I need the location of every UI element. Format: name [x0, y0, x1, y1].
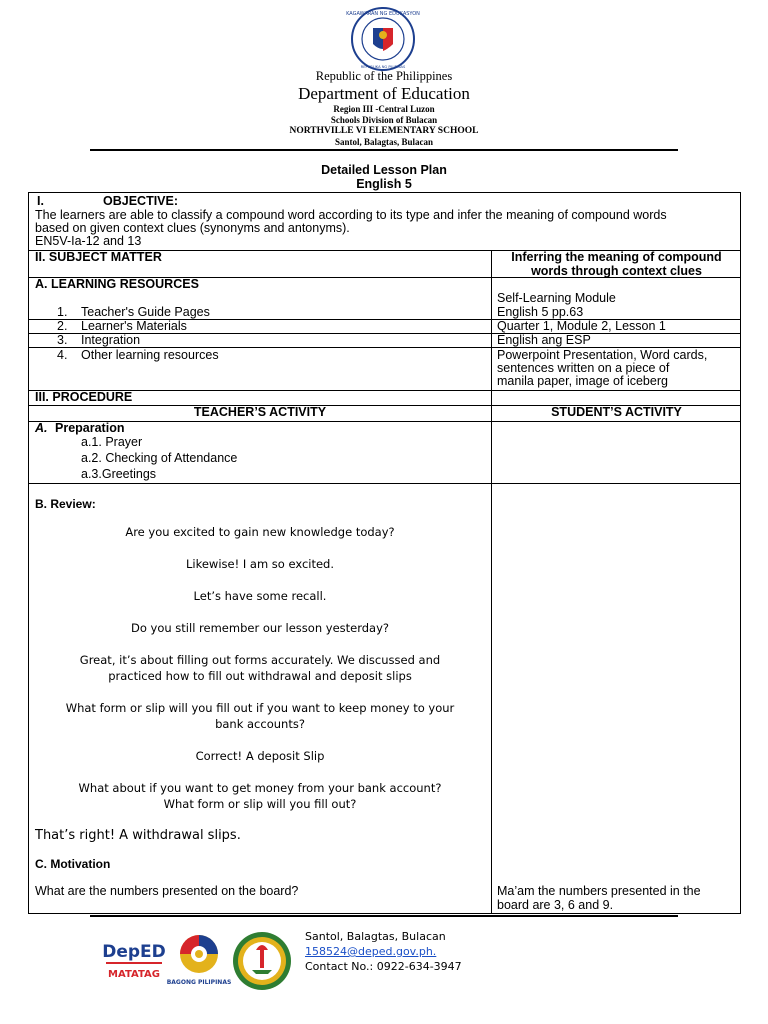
review-line: Likewise! I am so excited.	[185, 557, 335, 571]
resource-value-line: manila paper, image of iceberg	[497, 374, 668, 388]
review-line: Let’s have some recall.	[193, 589, 327, 603]
review-line: Do you still remember our lesson yesterday?	[130, 621, 390, 635]
subject-matter-label: II. SUBJECT MATTER	[35, 250, 162, 264]
school-seal-logo	[230, 930, 294, 992]
seal-bottom-text: REPUBLIKA NG PILIPINAS	[360, 65, 406, 69]
teacher-activity-header: TEACHER’S ACTIVITY	[193, 405, 327, 419]
objective-heading: OBJECTIVE:	[103, 194, 179, 208]
objective-number: I.	[37, 194, 44, 208]
resource-label: Learner's Materials	[81, 319, 187, 333]
preparation-letter: A.	[35, 421, 48, 435]
deped-logo-text: DepED	[102, 942, 166, 962]
learning-resources-label: A. LEARNING RESOURCES	[35, 277, 199, 291]
review-line: Are you excited to gain new knowledge today?	[125, 525, 395, 539]
objective-code: EN5V-Ia-12 and 13	[35, 234, 142, 248]
review-line: Great, it’s about filling out forms accurately. We discussed and	[79, 653, 441, 667]
document-title: Detailed Lesson Plan	[321, 163, 447, 177]
lesson-plan-table	[28, 192, 741, 914]
deped-seal-logo	[340, 6, 426, 72]
review-line: Correct! A deposit Slip	[195, 749, 325, 763]
review-line: practiced how to fill out withdrawal and deposit slips	[108, 669, 412, 683]
motivation-answer-line2: board are 3, 6 and 9.	[497, 898, 614, 912]
procedure-label: III. PROCEDURE	[35, 390, 133, 404]
review-line: What form or slip will you fill out?	[163, 797, 357, 811]
motivation-answer-line1: Ma’am the numbers presented in the	[497, 884, 701, 898]
resource-label: Other learning resources	[81, 348, 219, 362]
subject-matter-value-line1: Inferring the meaning of compound	[511, 250, 722, 264]
row-divider	[29, 483, 740, 484]
resource-label: Teacher's Guide Pages	[81, 305, 210, 319]
document-subject: English 5	[356, 177, 412, 191]
header-region: Region III -Central Luzon	[333, 104, 435, 114]
resource-number: 1.	[57, 305, 68, 319]
row-divider	[29, 421, 740, 422]
header-republic: Republic of the Philippines	[315, 69, 453, 83]
deped-matatag-logo	[100, 935, 168, 983]
preparation-item: a.2. Checking of Attendance	[81, 451, 238, 465]
resource-number: 2.	[57, 319, 68, 333]
footer-address: Santol, Balagtas, Bulacan	[305, 930, 446, 943]
column-divider	[491, 250, 492, 914]
review-line: What about if you want to get money from your bank account?	[78, 781, 442, 795]
subject-matter-value-line2: words through context clues	[531, 264, 702, 278]
review-label: B. Review:	[35, 497, 96, 511]
resource-label: Integration	[81, 333, 141, 347]
bagong-pilipinas-logo	[166, 932, 232, 988]
matatag-text: MATATAG	[108, 969, 160, 980]
row-divider	[29, 390, 740, 391]
review-closing: That’s right! A withdrawal slips.	[35, 828, 241, 843]
review-line: What form or slip will you fill out if you want to keep money to your	[65, 701, 455, 715]
header-address: Santol, Balagtas, Bulacan	[334, 137, 434, 147]
resource-number: 4.	[57, 348, 68, 362]
resource-value: English 5 pp.63	[497, 305, 584, 319]
resource-value-line: sentences written on a piece of	[497, 361, 670, 375]
preparation-item: a.3.Greetings	[81, 467, 157, 481]
footer-contact: Contact No.: 0922-634-3947	[305, 960, 462, 973]
preparation-label: Preparation	[55, 421, 125, 435]
review-line: bank accounts?	[215, 717, 305, 731]
header-division: Schools Division of Bulacan	[330, 115, 438, 125]
objective-text-line2: based on given context clues (synonyms and antonyms).	[35, 221, 350, 235]
objective-text-line1: The learners are able to classify a compound word according to its type and infer the meaning of compound words	[35, 208, 667, 222]
resource-value: Quarter 1, Module 2, Lesson 1	[497, 319, 666, 333]
header-department: Department of Education	[298, 84, 470, 103]
footer-email-link[interactable]: 158524@deped.gov.ph.	[305, 945, 437, 958]
preparation-item: a.1. Prayer	[81, 435, 143, 449]
resource-value-line: Powerpoint Presentation, Word cards,	[497, 348, 708, 362]
student-activity-header: STUDENT’S ACTIVITY	[551, 405, 682, 419]
learning-resources-first-value: Self-Learning Module	[497, 291, 616, 305]
header-school: NORTHVILLE VI ELEMENTARY SCHOOL	[289, 126, 479, 136]
bagong-text: BAGONG PILIPINAS	[166, 979, 232, 986]
resource-value: English ang ESP	[497, 333, 591, 347]
motivation-label: C. Motivation	[35, 857, 111, 871]
header-divider	[90, 149, 678, 151]
resource-number: 3.	[57, 333, 68, 347]
motivation-question: What are the numbers presented on the board?	[35, 884, 299, 898]
footer-divider	[90, 915, 678, 917]
seal-text: KAGAWARAN NG EDUKASYON	[346, 11, 420, 17]
